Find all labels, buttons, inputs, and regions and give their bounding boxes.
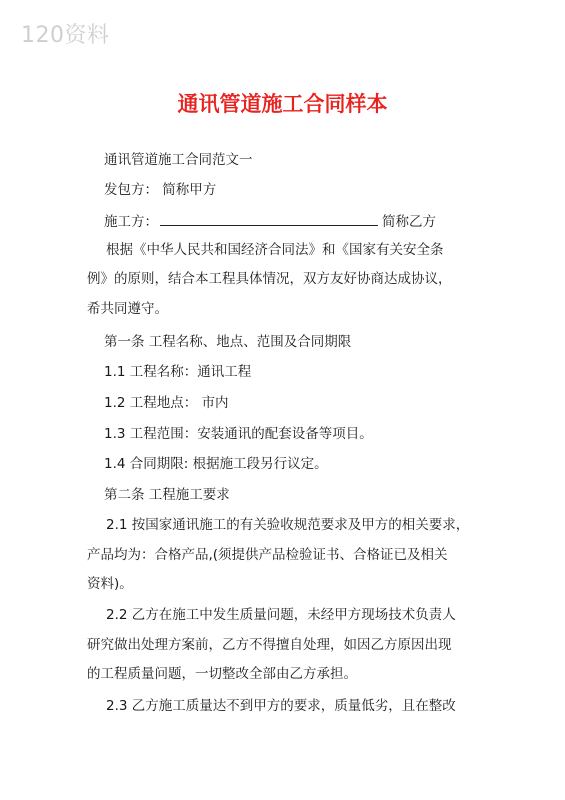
article-2-heading: 第二条 工程施工要求	[104, 487, 230, 503]
paragraph-party-b	[104, 211, 436, 231]
watermark: 120资料	[21, 23, 110, 48]
clause-2-1-line-3: 资料)。	[87, 576, 133, 592]
paragraph-basis-line-3: 希共同遵守。	[87, 301, 168, 317]
clause-2-2-line-1: 2.2 乙方在施工中发生质量问题，未经甲方现场技术负责人	[106, 607, 456, 623]
clause-2-2-line-3: 的工程质量问题，一切整改全部由乙方承担。	[87, 666, 357, 682]
clause-2-1-line-1: 2.1 按国家通讯施工的有关验收规范要求及甲方的相关要求，	[106, 517, 470, 533]
clause-1-2: 1.2 工程地点： 市内	[104, 395, 229, 411]
paragraph-basis-line-1: 根据《中华人民共和国经济合同法》和《国家有关安全条	[106, 242, 444, 258]
paragraph-party-a: 发包方： 简称甲方	[104, 182, 217, 198]
document-title: 通讯管道施工合同样本	[177, 92, 388, 116]
party-b-label: 施工方：	[104, 214, 158, 230]
clause-1-4: 1.4 合同期限: 根据施工段另行议定。	[104, 456, 328, 472]
paragraph-intro-heading: 通讯管道施工合同范文一	[104, 152, 253, 168]
article-1-heading: 第一条 工程名称、地点、范围及合同期限	[104, 334, 352, 350]
clause-1-3: 1.3 工程范围：安装通讯的配套设备等项目。	[104, 426, 373, 442]
paragraph-basis-line-2: 例》的原则，结合本工程具体情况，双方友好协商达成协议，	[87, 271, 452, 287]
clause-2-3-line-1: 2.3 乙方施工质量达不到甲方的要求，质量低劣，且在整改	[106, 698, 456, 714]
party-b-suffix: 简称乙方	[382, 214, 436, 230]
signature-blank-line	[160, 211, 378, 226]
clause-2-1-line-2: 产品均为：合格产品,(须提供产品检验证书、合格证已及相关	[87, 547, 448, 563]
clause-1-1: 1.1 工程名称：通讯工程	[104, 364, 252, 380]
clause-2-2-line-2: 研究做出处理方案前，乙方不得擅自处理，如因乙方原因出现	[87, 637, 452, 653]
